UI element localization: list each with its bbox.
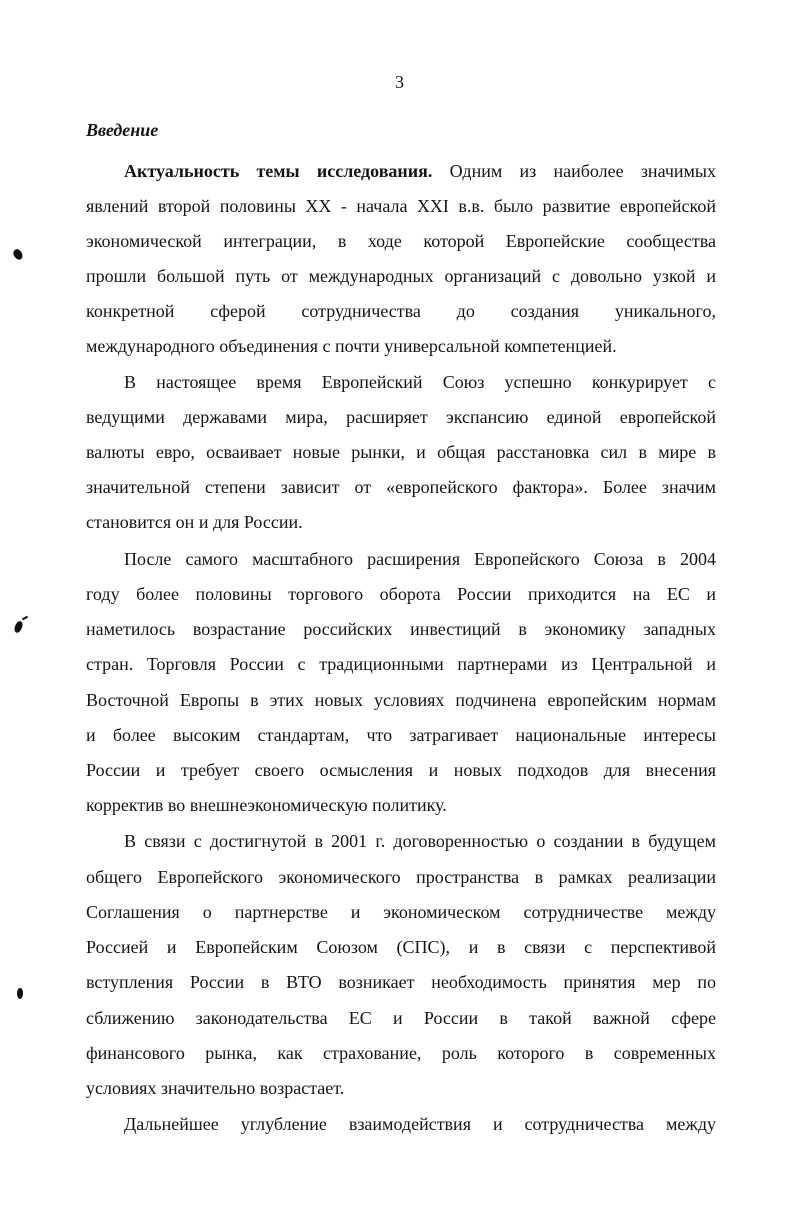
- paragraph-1-line-1-text: Одним из наиболее значимых: [432, 161, 717, 181]
- paragraph-1-lead: Актуальность темы исследования.: [124, 161, 433, 181]
- paragraph-2-line-4: значительной степени зависит от «европейского фактора». Более значим: [86, 477, 716, 497]
- paragraph-4-line-2: общего Европейского экономического пространства в рамках реализации: [86, 867, 716, 887]
- paragraph-4-line-4: Россией и Европейским Союзом (СПС), и в связи с перспективой: [86, 937, 716, 957]
- paragraph-3-line-4: стран. Торговля России с традиционными партнерами из Центральной и: [86, 654, 716, 674]
- paragraph-1-line-2: явлений второй половины XX - начала XXI в.в. было развитие европейской: [86, 196, 716, 216]
- paragraph-4-line-1: В связи с достигнутой в 2001 г. договоренностью о создании в будущем: [124, 831, 716, 851]
- paragraph-2-line-1: В настоящее время Европейский Союз успешно конкурирует с: [124, 372, 716, 392]
- paragraph-1-line-4: прошли большой путь от международных организаций с довольно узкой и: [86, 266, 716, 286]
- paragraph-1-line-1: [124, 160, 716, 182]
- scan-mark: [17, 988, 23, 999]
- paragraph-4-line-7: финансового рынка, как страхование, роль которого в современных: [86, 1043, 716, 1063]
- scan-mark: [12, 248, 25, 262]
- paragraph-4-line-6: сближению законодательства ЕС и России в такой важной сфере: [86, 1008, 716, 1028]
- paragraph-4-line-8: условиях значительно возрастает.: [86, 1078, 345, 1098]
- scan-mark: [22, 616, 28, 621]
- paragraph-3-line-3: наметилось возрастание российских инвестиций в экономику западных: [86, 619, 716, 639]
- paragraph-1-line-6: международного объединения с почти универсальной компетенцией.: [86, 336, 617, 356]
- paragraph-3-line-6: и более высоким стандартам, что затрагивает национальные интересы: [86, 725, 716, 745]
- paragraph-3-line-5: Восточной Европы в этих новых условиях подчинена европейским нормам: [86, 690, 716, 710]
- paragraph-4-line-5: вступления России в ВТО возникает необходимость принятия мер по: [86, 972, 716, 992]
- paragraph-2-line-3: валюты евро, осваивает новые рынки, и общая расстановка сил в мире в: [86, 442, 716, 462]
- paragraph-3-line-7: России и требует своего осмысления и новых подходов для внесения: [86, 760, 716, 780]
- paragraph-2-line-2: ведущими державами мира, расширяет экспансию единой европейской: [86, 407, 716, 427]
- paragraph-2-line-5: становится он и для России.: [86, 512, 303, 532]
- paragraph-4-line-3: Соглашения о партнерстве и экономическом сотрудничестве между: [86, 902, 716, 922]
- section-heading: Введение: [86, 120, 159, 140]
- paragraph-5-line-1: Дальнейшее углубление взаимодействия и сотрудничества между: [124, 1114, 716, 1134]
- paragraph-3-line-8: корректив во внешнеэкономическую политику.: [86, 795, 447, 815]
- scan-mark: [13, 620, 24, 634]
- paragraph-3-line-1: После самого масштабного расширения Европейского Союза в 2004: [124, 549, 716, 569]
- paragraph-1-line-3: экономической интеграции, в ходе которой Европейские сообщества: [86, 231, 716, 251]
- paragraph-3-line-2: году более половины торгового оборота России приходится на ЕС и: [86, 584, 716, 604]
- paragraph-1-line-5: конкретной сферой сотрудничества до создания уникального,: [86, 301, 716, 321]
- page-number: 3: [395, 72, 404, 92]
